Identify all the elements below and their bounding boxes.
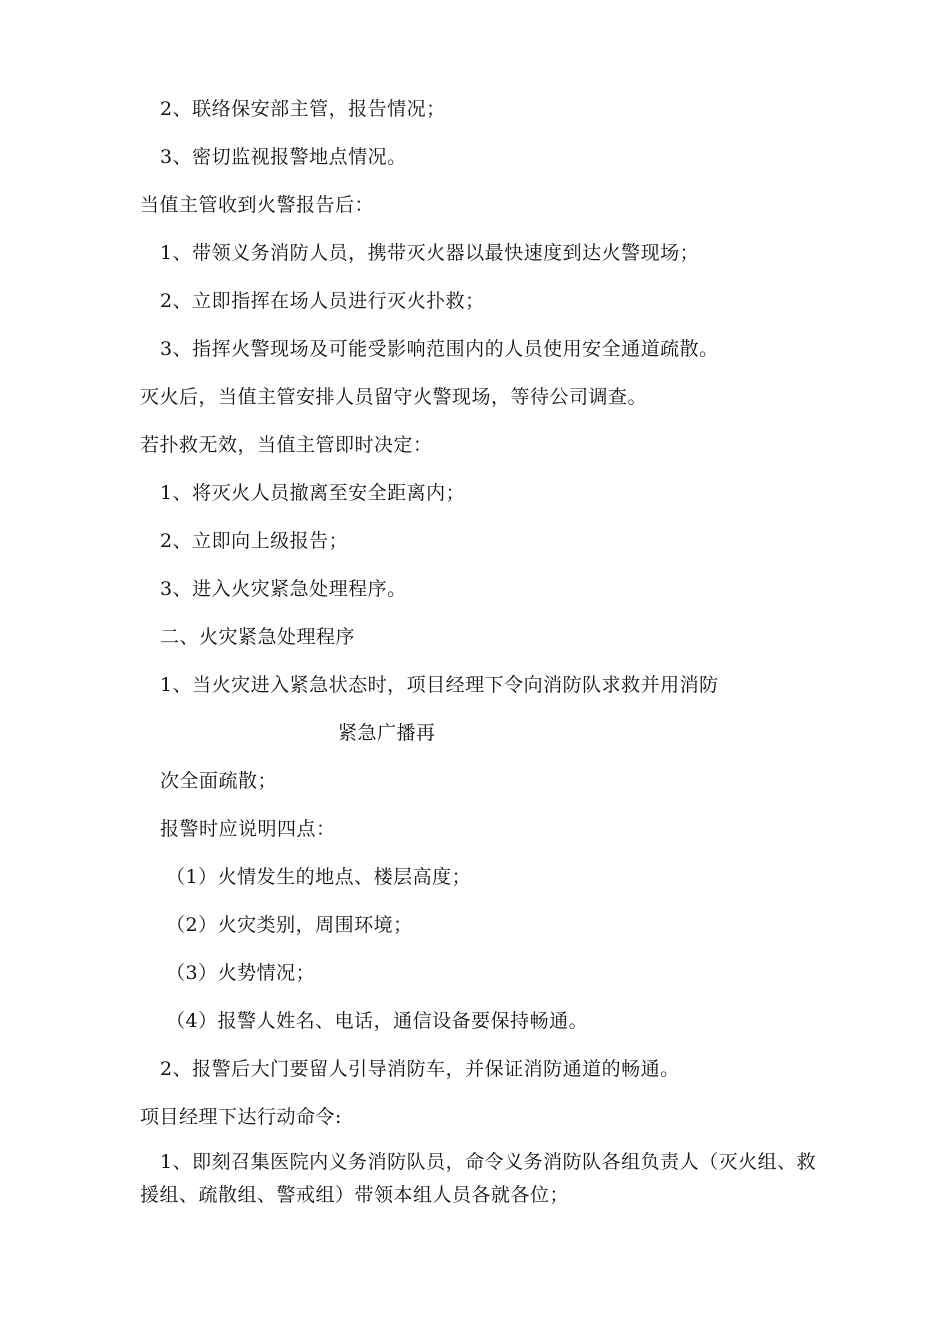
paragraph-heading: 报警时应说明四点： bbox=[160, 818, 336, 840]
paragraph-line: 灭火后，当值主管安排人员留守火警现场，等待公司调查。 bbox=[140, 386, 648, 408]
paragraph-line: 3、指挥火警现场及可能受影响范围内的人员使用安全通道疏散。 bbox=[160, 338, 719, 360]
list-item: （2）火灾类别，周围环境； bbox=[166, 914, 413, 936]
paragraph-heading: 项目经理下达行动命令: bbox=[140, 1106, 342, 1128]
paragraph-line: 1、即刻召集医院内义务消防队员，命令义务消防队各组负责人（灭火组、救援组、疏散组、警戒组）带领本组人员各就各位； bbox=[140, 1151, 817, 1206]
paragraph-line: 2、报警后大门要留人引导消防车，并保证消防通道的畅通。 bbox=[160, 1058, 680, 1080]
paragraph-line: 紧急广播再 bbox=[338, 722, 436, 744]
paragraph-line: 1、带领义务消防人员，携带灭火器以最快速度到达火警现场； bbox=[160, 242, 700, 264]
list-item: （3）火势情况； bbox=[166, 962, 316, 984]
list-item: （4）报警人姓名、电话，通信设备要保持畅通。 bbox=[166, 1010, 589, 1032]
paragraph-heading: 若扑救无效，当值主管即时决定： bbox=[140, 434, 433, 456]
list-item: （1）火情发生的地点、楼层高度； bbox=[166, 866, 472, 888]
paragraph-line: 2、立即指挥在场人员进行灭火扑救； bbox=[160, 290, 485, 312]
paragraph-line: 1、将灭火人员撤离至安全距离内； bbox=[160, 482, 466, 504]
paragraph-line: 1、当火灾进入紧急状态时，项目经理下令向消防队求救并用消防 bbox=[160, 674, 719, 696]
section-heading: 二、火灾紧急处理程序 bbox=[160, 626, 356, 648]
paragraph-line: 3、密切监视报警地点情况。 bbox=[160, 146, 407, 168]
paragraph-line: 2、立即向上级报告； bbox=[160, 530, 349, 552]
paragraph-line: 次全面疏散； bbox=[160, 770, 278, 792]
paragraph-line: 3、进入火灾紧急处理程序。 bbox=[160, 578, 407, 600]
paragraph-heading: 当值主管收到火警报告后： bbox=[140, 194, 375, 216]
paragraph-line: 2、联络保安部主管，报告情况； bbox=[160, 98, 446, 120]
